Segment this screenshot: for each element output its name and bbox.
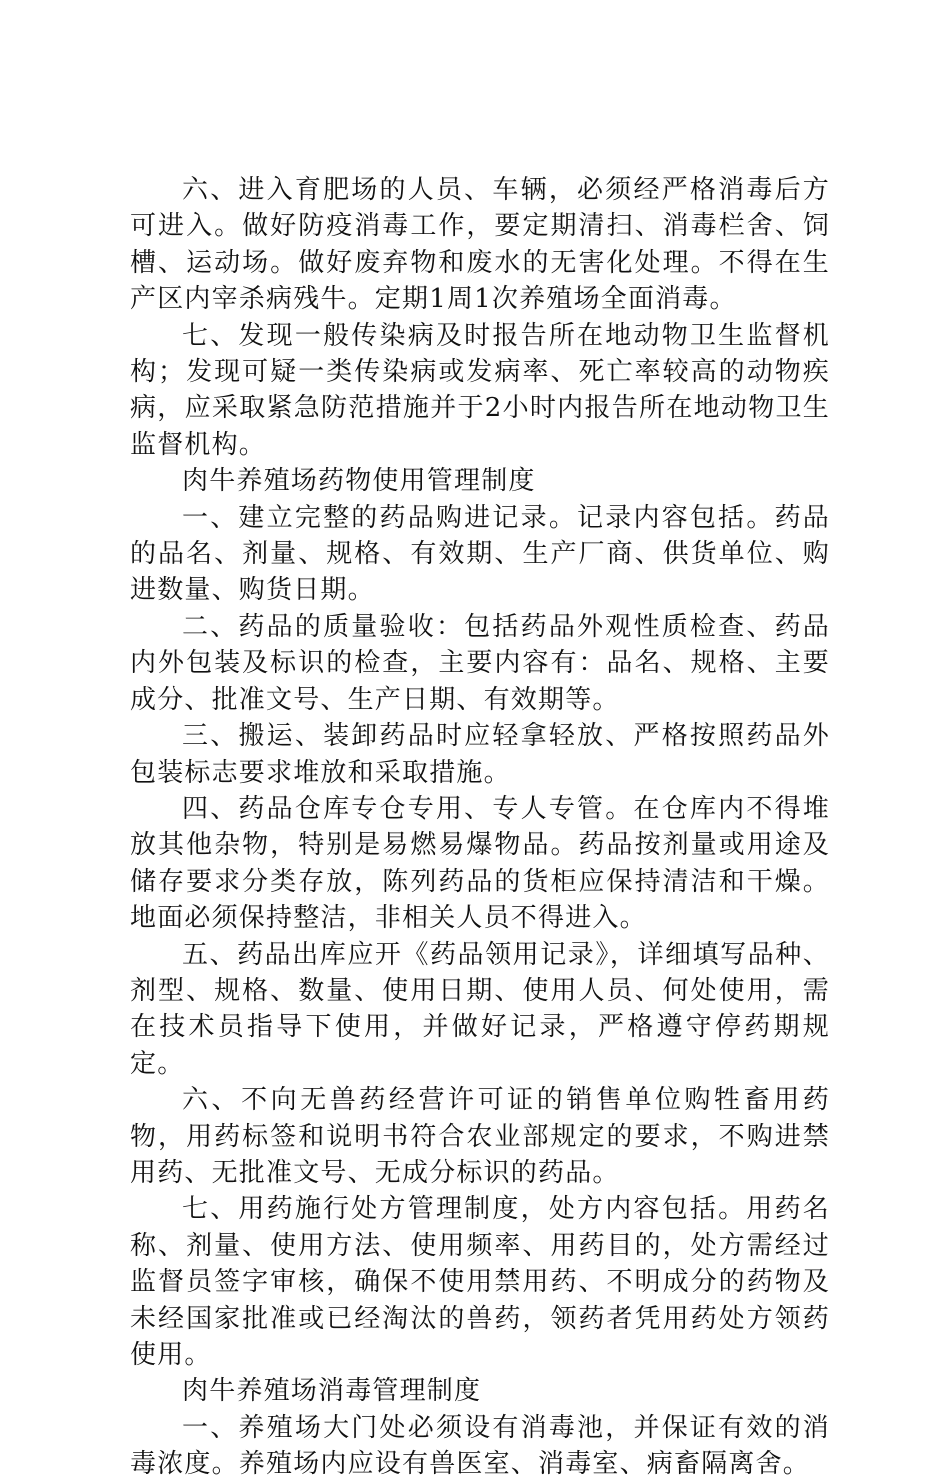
paragraph: 六、不向无兽药经营许可证的销售单位购牲畜用药物，用药标签和说明书符合农业部规定的要求，不购进禁用药、无批准文号、无成分标识的药品。 bbox=[130, 1085, 830, 1188]
section-heading: 肉牛养殖场药物使用管理制度 bbox=[182, 466, 536, 497]
paragraph: 一、建立完整的药品购进记录。记录内容包括。药品的品名、剂量、规格、有效期、生产厂商、供货单位、购进数量、购货日期。 bbox=[130, 502, 830, 606]
paragraph: 一、养殖场大门处必须设有消毒池，并保证有效的消毒浓度。养殖场内应设有兽医室、消毒室、病畜隔离舍。 bbox=[130, 1412, 830, 1480]
paragraph: 六、进入育肥场的人员、车辆，必须经严格消毒后方可进入。做好防疫消毒工作，要定期清扫、消毒栏舍、饲槽、运动场。做好废弃物和废水的无害化处理。不得在生产区内宰杀病残牛。定期1周1次养殖场全面消毒。 bbox=[130, 175, 830, 315]
paragraph: 七、发现一般传染病及时报告所在地动物卫生监督机构；发现可疑一类传染病或发病率、死亡率较高的动物疾病，应采取紧急防范措施并于2小时内报告所在地动物卫生监督机构。 bbox=[130, 320, 830, 460]
section-heading: 肉牛养殖场消毒管理制度 bbox=[182, 1376, 482, 1407]
paragraph: 三、搬运、装卸药品时应轻拿轻放、严格按照药品外包装标志要求堆放和采取措施。 bbox=[130, 721, 830, 788]
paragraph: 二、药品的质量验收：包括药品外观性质检查、药品内外包装及标识的检查，主要内容有：品名、规格、主要成分、批准文号、生产日期、有效期等。 bbox=[130, 611, 830, 715]
paragraph: 四、药品仓库专仓专用、专人专管。在仓库内不得堆放其他杂物，特别是易燃易爆物品。药品按剂量或用途及储存要求分类存放，陈列药品的货柜应保持清洁和干燥。地面必须保持整洁，非相关人员不得进入。 bbox=[130, 793, 830, 934]
paragraph: 七、用药施行处方管理制度，处方内容包括。用药名称、剂量、使用方法、使用频率、用药目的，处方需经过监督员签字审核，确保不使用禁用药、不明成分的药物及未经国家批准或已经淘汰的兽药，领药者凭用药处方领药使用。 bbox=[130, 1194, 830, 1370]
document-body bbox=[130, 172, 830, 1483]
paragraph: 五、药品出库应开《药品领用记录》，详细填写品种、剂型、规格、数量、使用日期、使用人员、何处使用，需在技术员指导下使用，并做好记录，严格遵守停药期规定。 bbox=[130, 939, 830, 1079]
